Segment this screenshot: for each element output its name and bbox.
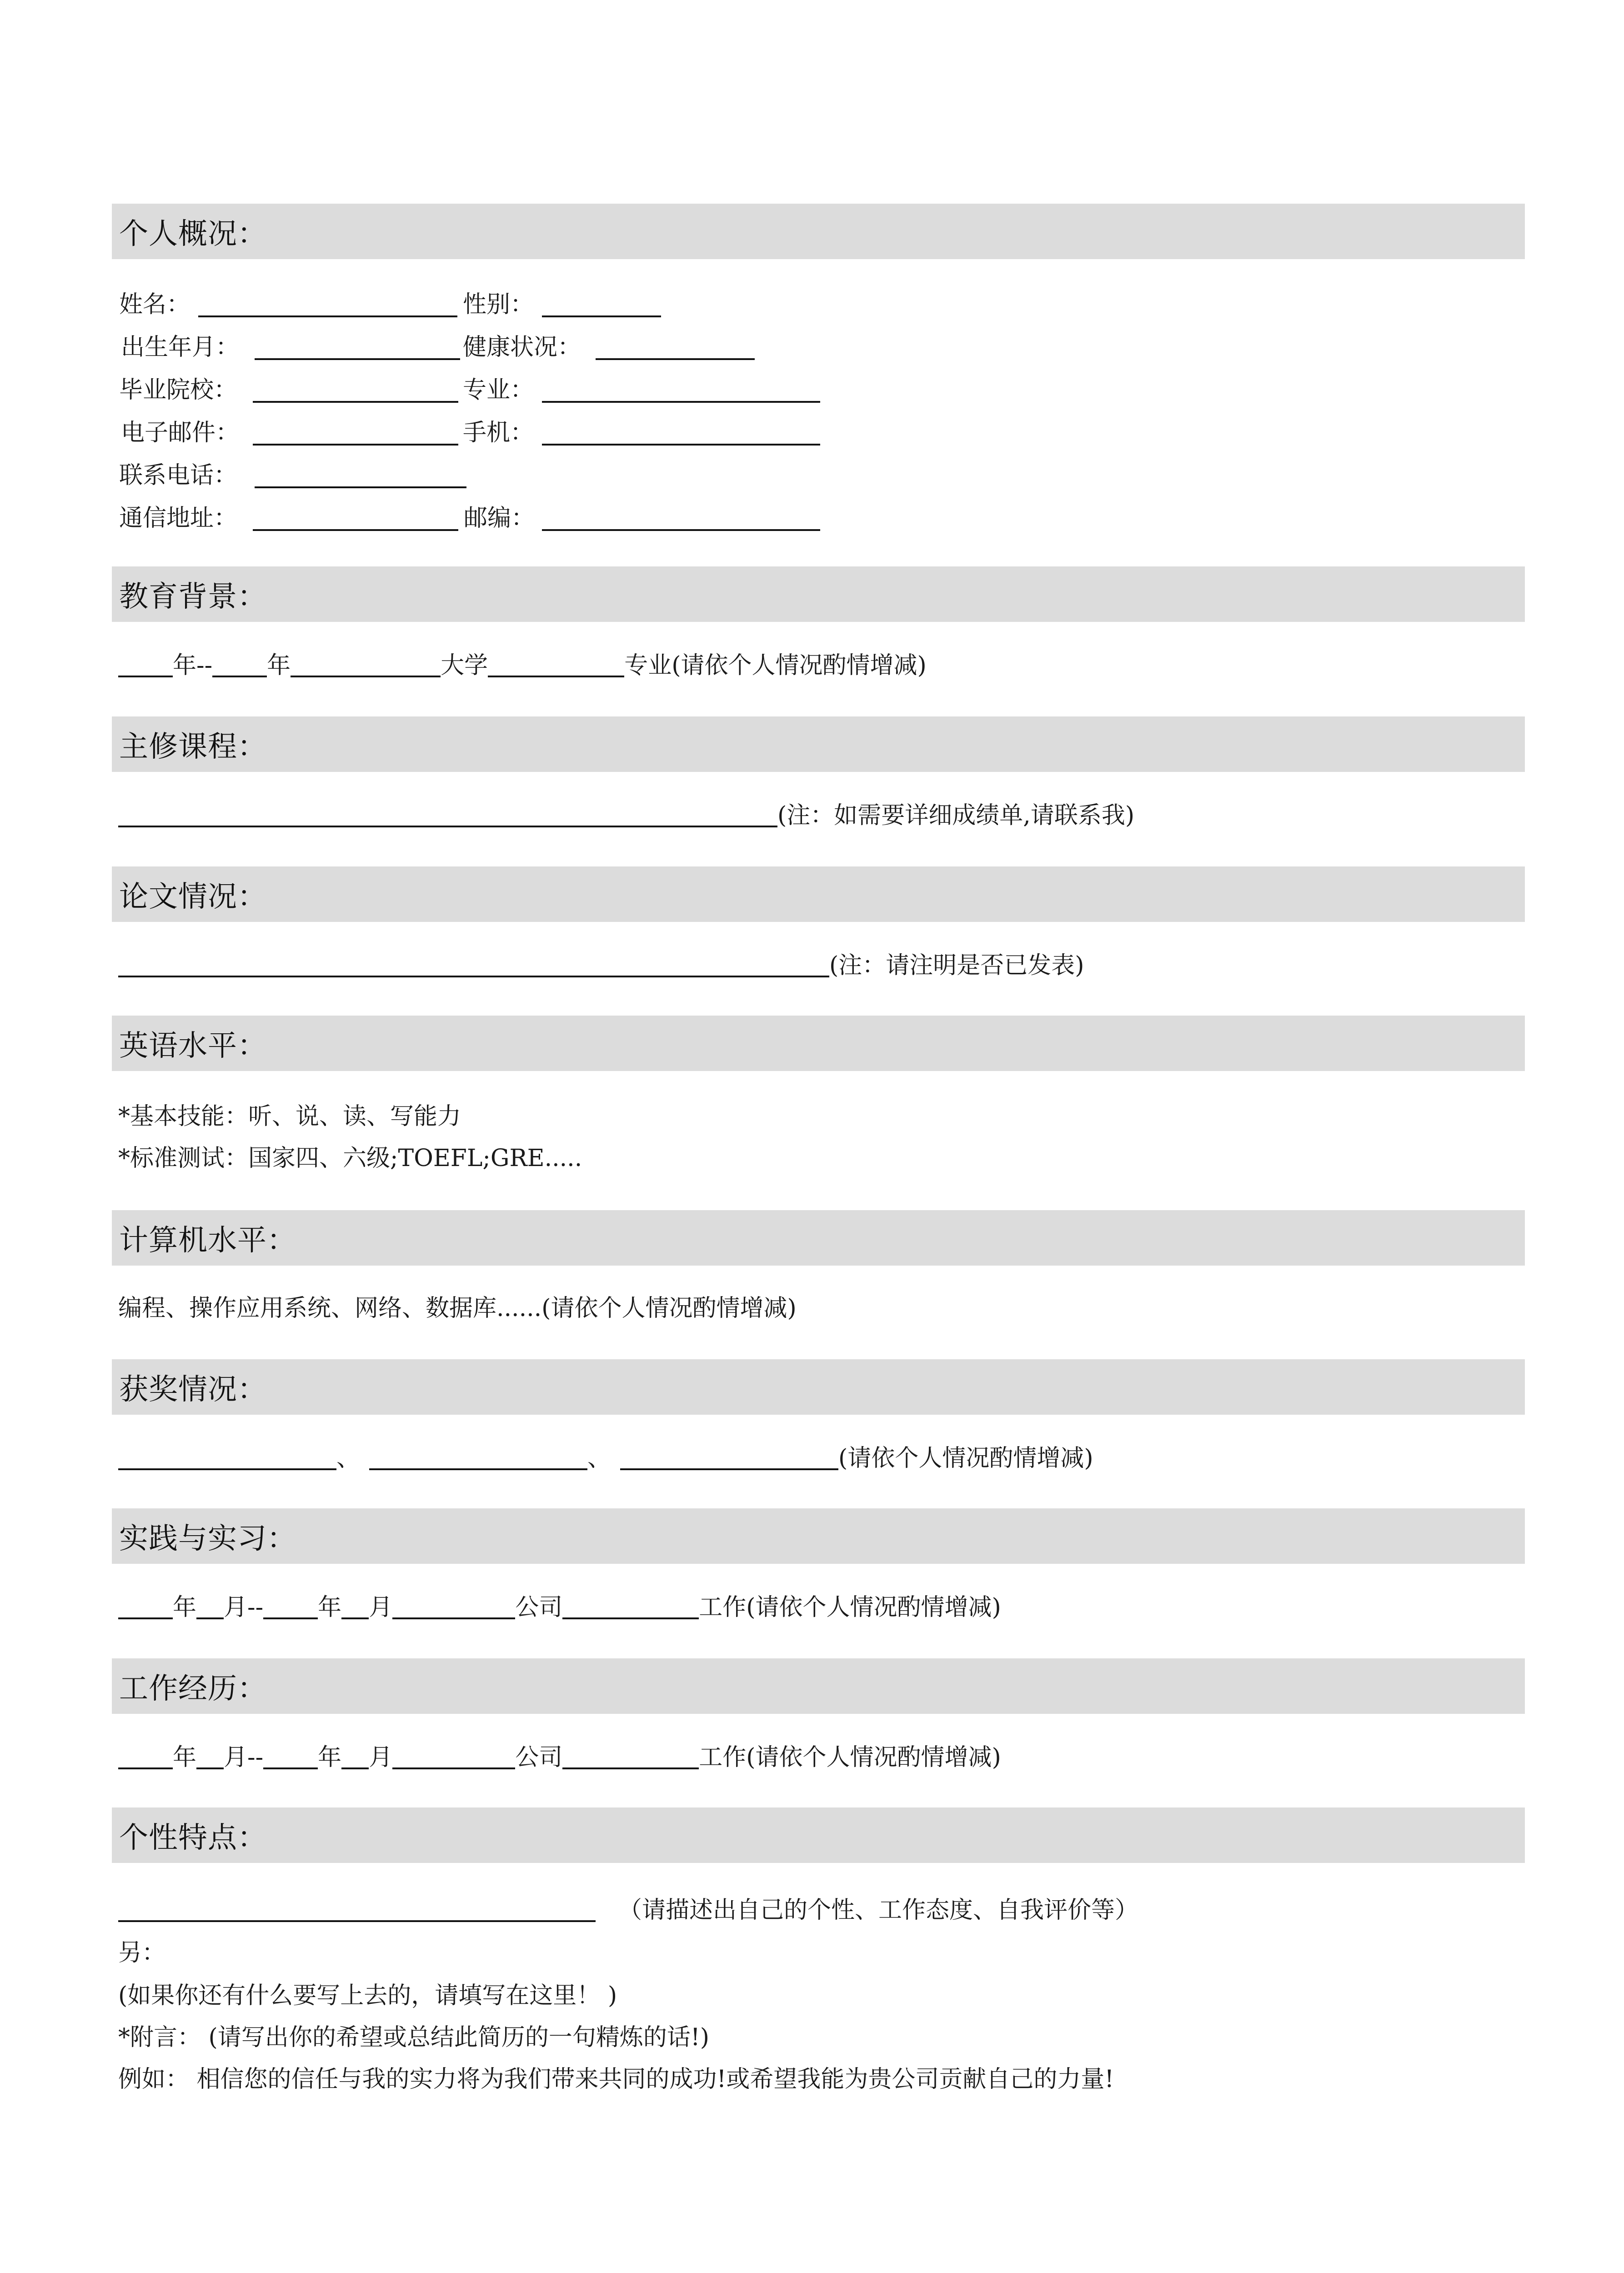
postcode-label: 邮编： <box>464 505 535 532</box>
month-label: 月 <box>369 1594 393 1621</box>
email-field[interactable] <box>253 444 458 446</box>
section-header-work <box>112 1658 1525 1714</box>
company-label: 公司 <box>515 1594 563 1621</box>
year-label: 年 <box>173 1594 197 1621</box>
section-header-personality <box>112 1807 1525 1863</box>
mobile-field[interactable] <box>542 444 820 446</box>
start-year-field[interactable] <box>118 654 173 677</box>
appendix-line: *附言： (请写出你的希望或总结此简历的一句精炼的话!) <box>118 2024 710 2051</box>
other-label: 另： <box>118 1939 166 1967</box>
job-note: 工作(请依个人情况酌情增减) <box>699 1744 1001 1771</box>
section-header-thesis <box>112 866 1525 922</box>
section-header-computer <box>112 1210 1525 1266</box>
year-label: 年 <box>173 1744 197 1771</box>
education-note: 专业(请依个人情况酌情增减) <box>624 652 927 679</box>
end-year-field[interactable] <box>263 1596 318 1619</box>
section-title: 教育背景： <box>119 580 267 614</box>
personality-note: （请描述出自己的个性、工作态度、自我评价等） <box>618 1897 1139 1924</box>
section-title: 计算机水平： <box>119 1224 296 1257</box>
birth-label: 出生年月： <box>121 334 240 361</box>
english-tests: *标准测试：国家四、六级;TOEFL;GRE..... <box>118 1145 582 1172</box>
practice-line <box>118 1596 1001 1619</box>
computer-line: 编程、操作应用系统、网络、数据库......(请依个人情况酌情增减) <box>118 1295 797 1322</box>
personality-field[interactable] <box>118 1898 596 1922</box>
start-month-field[interactable] <box>196 1596 224 1619</box>
section-title: 获奖情况： <box>119 1373 267 1407</box>
end-month-field[interactable] <box>341 1746 369 1769</box>
month-separator: 月-- <box>224 1744 264 1771</box>
separator: 、 <box>587 1445 612 1472</box>
name-field[interactable] <box>198 315 457 317</box>
education-line <box>118 654 927 677</box>
major-field[interactable] <box>542 401 820 403</box>
job-note: 工作(请依个人情况酌情增减) <box>699 1594 1001 1621</box>
month-separator: 月-- <box>224 1594 264 1621</box>
job-field[interactable] <box>562 1746 699 1769</box>
section-header-practice <box>112 1508 1525 1564</box>
thesis-line <box>118 954 1084 977</box>
award-field-2[interactable] <box>369 1447 587 1470</box>
awards-note: (请依个人情况酌情增减) <box>838 1445 1093 1472</box>
work-line <box>118 1746 1001 1769</box>
company-label: 公司 <box>515 1744 563 1771</box>
courses-field[interactable] <box>118 804 777 827</box>
english-skills: *基本技能：听、说、读、写能力 <box>118 1103 461 1130</box>
personality-line <box>118 1898 1138 1922</box>
name-label: 姓名： <box>119 291 190 318</box>
start-year-field[interactable] <box>118 1746 173 1769</box>
health-label: 健康状况： <box>463 334 581 361</box>
start-month-field[interactable] <box>196 1746 224 1769</box>
section-title: 实践与实习： <box>119 1522 296 1556</box>
year-label: 年 <box>267 652 291 679</box>
school-label: 毕业院校： <box>119 376 238 404</box>
company-field[interactable] <box>392 1596 515 1619</box>
other-note: (如果你还有什么要写上去的，请填写在这里！ ) <box>118 1982 617 2009</box>
postcode-field[interactable] <box>542 529 820 531</box>
courses-line <box>118 804 1134 827</box>
section-title: 个性特点： <box>119 1821 267 1855</box>
university-label: 大学 <box>441 652 488 679</box>
award-field-3[interactable] <box>620 1447 838 1470</box>
section-title: 主修课程： <box>119 730 267 764</box>
school-field[interactable] <box>253 401 458 403</box>
major-label: 专业： <box>463 376 534 404</box>
section-title: 工作经历： <box>119 1672 267 1706</box>
end-year-field[interactable] <box>263 1746 318 1769</box>
university-field[interactable] <box>291 654 441 677</box>
courses-note: (注：如需要详细成绩单,请联系我) <box>777 802 1135 829</box>
company-field[interactable] <box>392 1746 515 1769</box>
section-title: 英语水平： <box>119 1029 267 1063</box>
section-header-english <box>112 1016 1525 1071</box>
mobile-label: 手机： <box>463 419 534 446</box>
birth-field[interactable] <box>255 358 460 360</box>
phone-field[interactable] <box>255 486 466 488</box>
section-header-courses <box>112 716 1525 772</box>
phone-label: 联系电话： <box>119 462 238 489</box>
section-header-personal <box>112 204 1525 259</box>
award-field-1[interactable] <box>118 1447 336 1470</box>
example-line: 例如： 相信您的信任与我的实力将为我们带来共同的成功!或希望我能为贵公司贡献自己的力量! <box>118 2066 1114 2093</box>
major-study-field[interactable] <box>488 654 624 677</box>
year-label: 年 <box>318 1744 342 1771</box>
thesis-note: (注：请注明是否已发表) <box>829 952 1084 979</box>
year-label: 年 <box>318 1594 342 1621</box>
section-title: 论文情况： <box>119 880 267 914</box>
email-label: 电子邮件： <box>121 419 240 446</box>
month-label: 月 <box>369 1744 393 1771</box>
gender-label: 性别： <box>463 291 534 318</box>
thesis-field[interactable] <box>118 954 829 977</box>
start-year-field[interactable] <box>118 1596 173 1619</box>
end-month-field[interactable] <box>341 1596 369 1619</box>
section-header-awards <box>112 1359 1525 1415</box>
health-field[interactable] <box>596 358 755 360</box>
gender-field[interactable] <box>542 315 661 317</box>
section-header-education <box>112 566 1525 622</box>
address-field[interactable] <box>253 529 458 531</box>
separator: 、 <box>336 1445 361 1472</box>
awards-line <box>118 1447 1093 1470</box>
address-label: 通信地址： <box>119 505 238 532</box>
end-year-field[interactable] <box>212 654 267 677</box>
year-separator: 年-- <box>173 652 213 679</box>
job-field[interactable] <box>562 1596 699 1619</box>
section-title: 个人概况： <box>119 217 267 251</box>
